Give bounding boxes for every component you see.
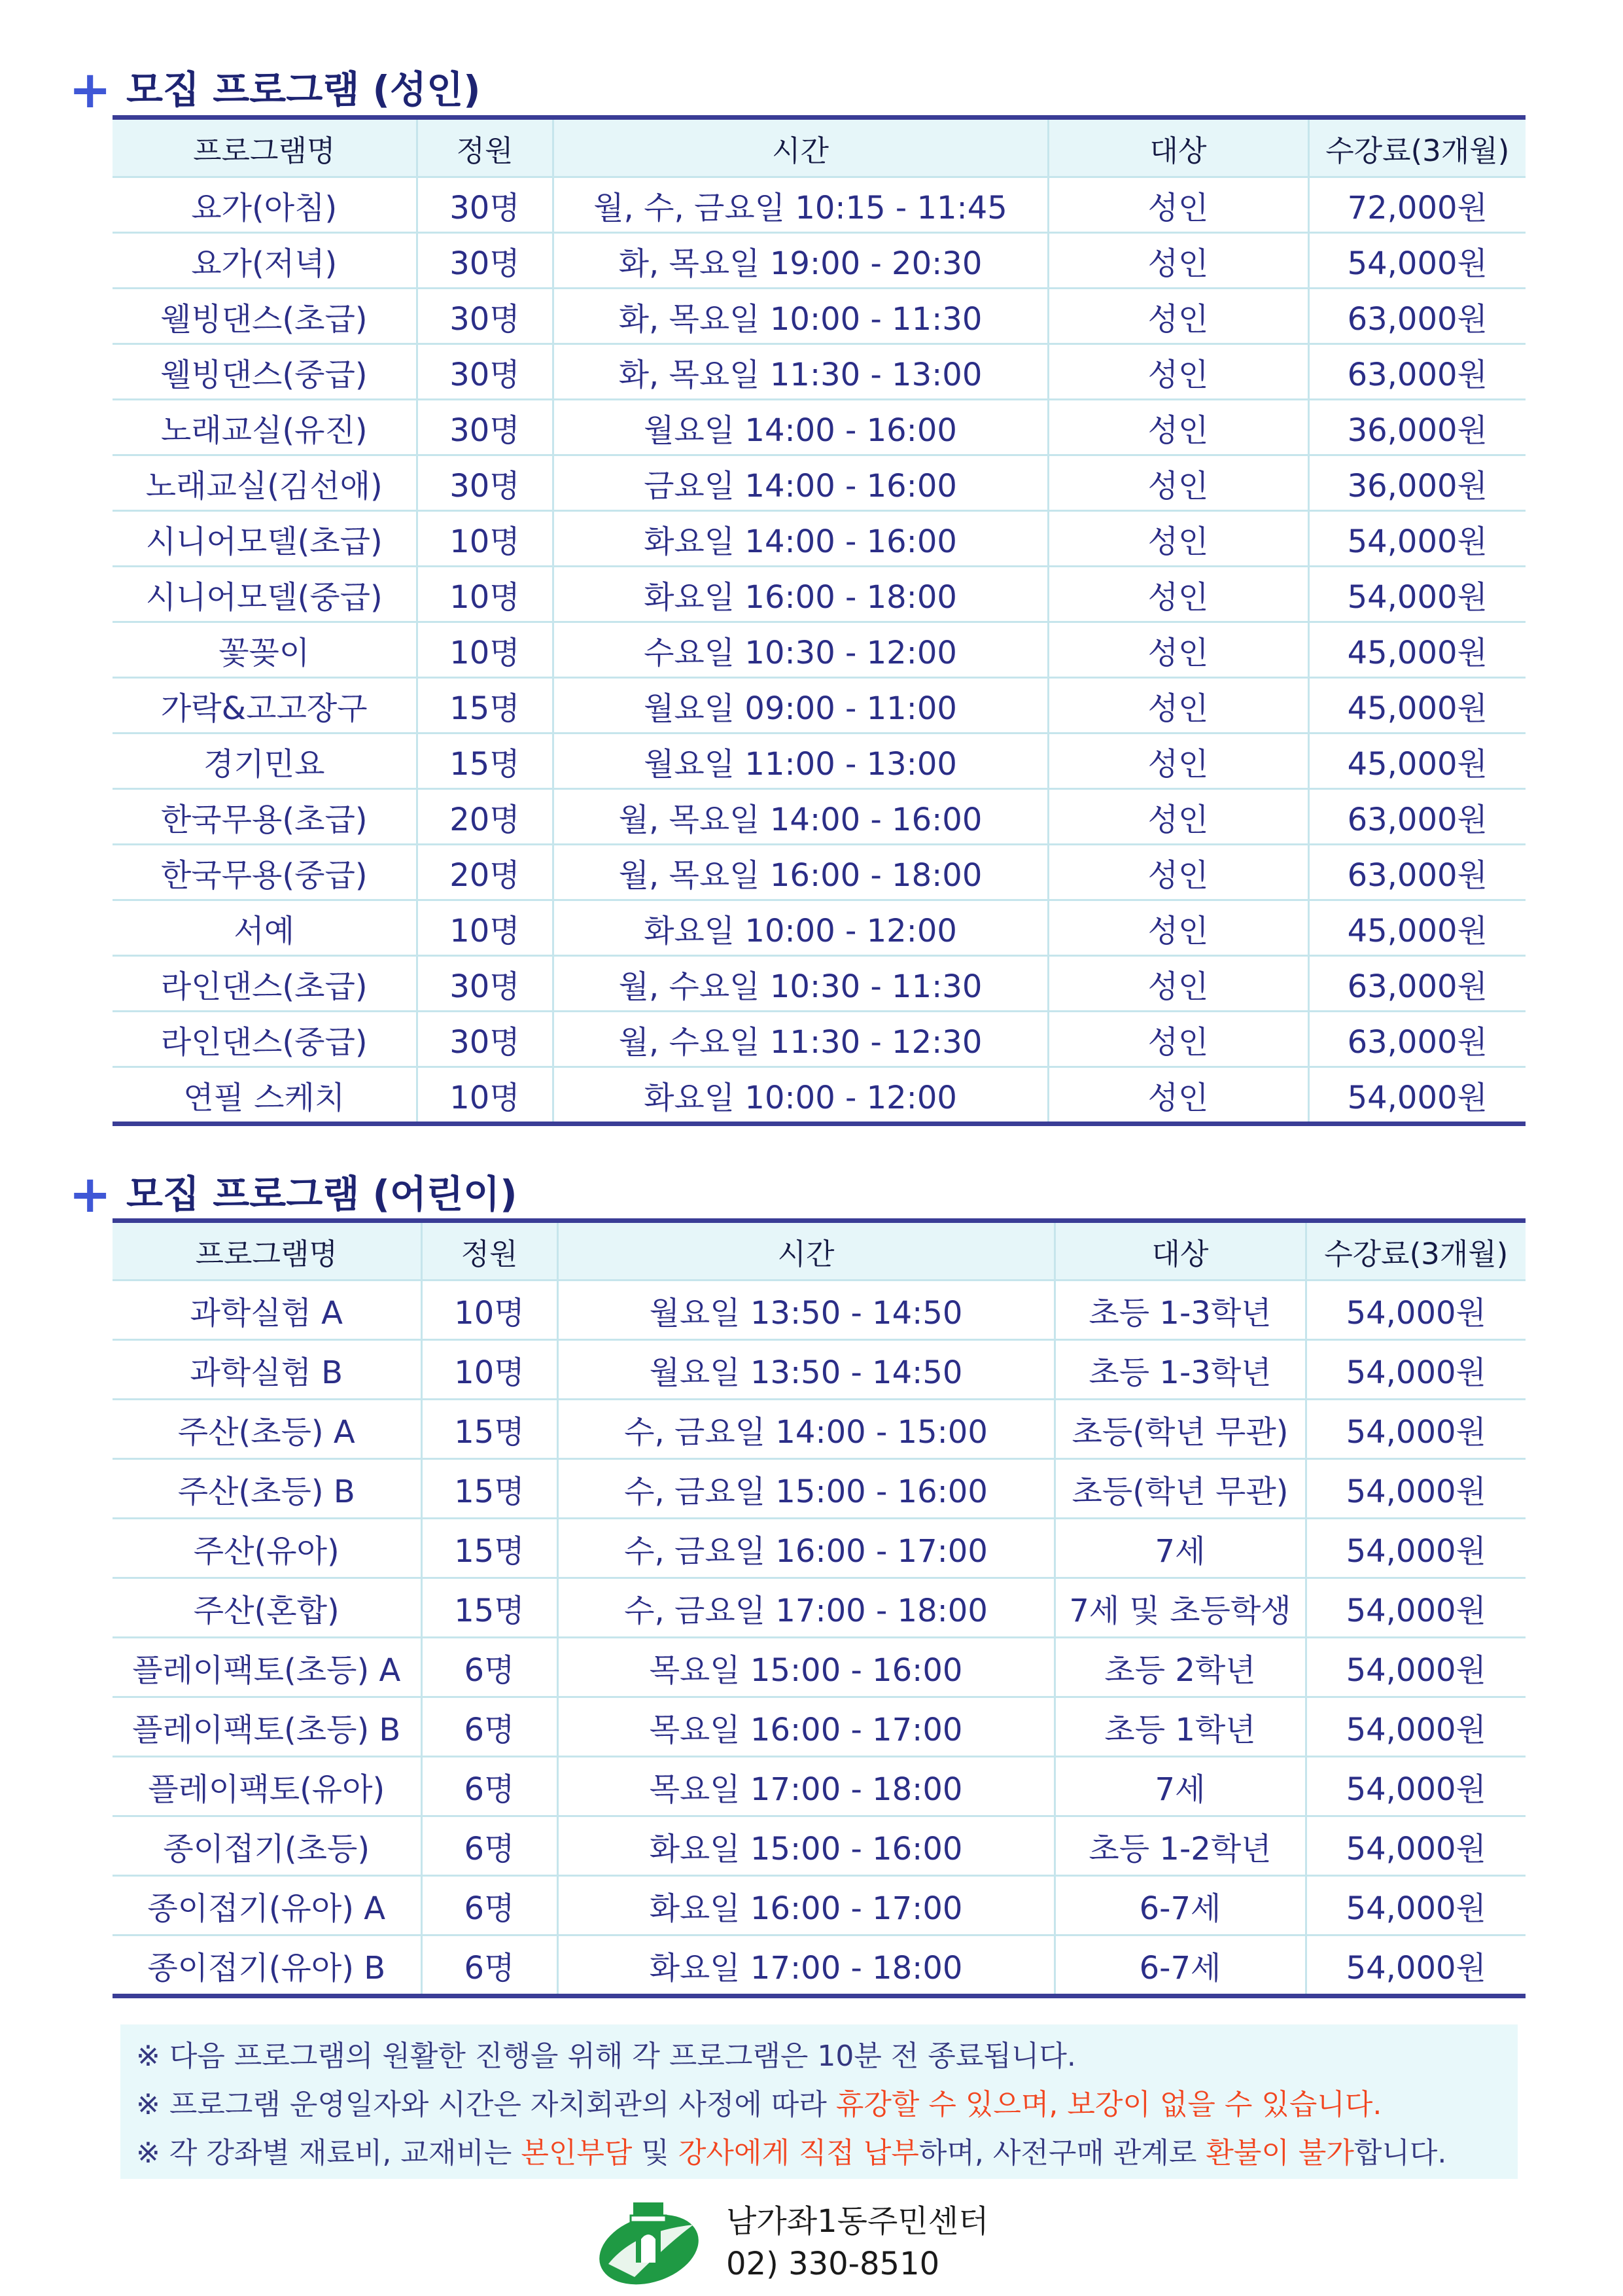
target-cell: 성인 — [1048, 567, 1308, 622]
capacity-cell: 6명 — [421, 1757, 557, 1816]
program-name-cell: 라인댄스(초급) — [113, 956, 417, 1012]
time-cell: 수, 금요일 16:00 - 17:00 — [557, 1519, 1055, 1578]
capacity-cell: 30명 — [417, 455, 553, 511]
capacity-cell: 15명 — [421, 1519, 557, 1578]
program-name-cell: 라인댄스(중급) — [113, 1012, 417, 1067]
table-row — [113, 567, 1526, 622]
table-row — [113, 1280, 1526, 1340]
capacity-cell: 6명 — [421, 1697, 557, 1757]
target-cell: 성인 — [1048, 455, 1308, 511]
table-row — [113, 956, 1526, 1012]
program-name-cell: 플레이팩토(초등) A — [113, 1638, 421, 1697]
time-cell: 월요일 09:00 - 11:00 — [553, 678, 1048, 733]
capacity-cell: 10명 — [417, 622, 553, 678]
program-name-cell: 노래교실(김선애) — [113, 455, 417, 511]
table-row — [113, 1340, 1526, 1400]
capacity-cell: 30명 — [417, 344, 553, 400]
target-cell: 성인 — [1048, 177, 1308, 233]
fee-cell: 54,000원 — [1306, 1578, 1526, 1638]
target-cell: 성인 — [1048, 956, 1308, 1012]
target-cell: 초등 2학년 — [1055, 1638, 1306, 1697]
program-name-cell: 요가(저녁) — [113, 233, 417, 289]
time-cell: 화, 목요일 19:00 - 20:30 — [553, 233, 1048, 289]
table-row — [113, 1012, 1526, 1067]
time-cell: 화요일 14:00 - 16:00 — [553, 511, 1048, 567]
capacity-cell: 30명 — [417, 1012, 553, 1067]
time-cell: 화, 목요일 10:00 - 11:30 — [553, 289, 1048, 344]
program-name-cell: 종이접기(유아) A — [113, 1876, 421, 1935]
time-cell: 수, 금요일 17:00 - 18:00 — [557, 1578, 1055, 1638]
program-name-cell: 시니어모델(초급) — [113, 511, 417, 567]
adult-section-title: 모집 프로그램 (성인) — [126, 67, 481, 112]
time-cell: 수, 금요일 15:00 - 16:00 — [557, 1459, 1055, 1519]
target-cell: 성인 — [1048, 733, 1308, 789]
time-cell: 월, 수요일 11:30 - 12:30 — [553, 1012, 1048, 1067]
program-name-cell: 한국무용(초급) — [113, 789, 417, 845]
program-name-cell: 주산(초등) A — [113, 1400, 421, 1459]
target-cell: 성인 — [1048, 845, 1308, 900]
time-cell: 화요일 16:00 - 18:00 — [553, 567, 1048, 622]
target-cell: 성인 — [1048, 678, 1308, 733]
table-row — [113, 233, 1526, 289]
fee-cell: 54,000원 — [1306, 1638, 1526, 1697]
header-fee: 수강료(3개월) — [1308, 118, 1526, 177]
capacity-cell: 15명 — [417, 733, 553, 789]
program-name-cell: 플레이팩토(초등) B — [113, 1697, 421, 1757]
header-fee: 수강료(3개월) — [1306, 1221, 1526, 1280]
table-row — [113, 1816, 1526, 1876]
footer — [595, 2192, 1053, 2290]
header-time: 시간 — [553, 118, 1048, 177]
time-cell: 수, 금요일 14:00 - 15:00 — [557, 1400, 1055, 1459]
fee-cell: 54,000원 — [1308, 1067, 1526, 1124]
time-cell: 화, 목요일 11:30 - 13:00 — [553, 344, 1048, 400]
target-cell: 성인 — [1048, 1067, 1308, 1124]
program-name-cell: 주산(초등) B — [113, 1459, 421, 1519]
capacity-cell: 15명 — [421, 1400, 557, 1459]
time-cell: 월, 수요일 10:30 - 11:30 — [553, 956, 1048, 1012]
fee-cell: 54,000원 — [1306, 1876, 1526, 1935]
time-cell: 월, 목요일 16:00 - 18:00 — [553, 845, 1048, 900]
capacity-cell: 15명 — [421, 1459, 557, 1519]
time-cell: 금요일 14:00 - 16:00 — [553, 455, 1048, 511]
target-cell: 성인 — [1048, 900, 1308, 956]
time-cell: 목요일 16:00 - 17:00 — [557, 1697, 1055, 1757]
plus-icon: + — [69, 1165, 112, 1224]
fee-cell: 45,000원 — [1308, 678, 1526, 733]
program-name-cell: 서예 — [113, 900, 417, 956]
table-row — [113, 1400, 1526, 1459]
program-name-cell: 주산(혼합) — [113, 1578, 421, 1638]
program-name-cell: 과학실험 A — [113, 1280, 421, 1340]
notice-text: 및 — [632, 2136, 678, 2170]
table-header-row — [113, 1221, 1526, 1280]
time-cell: 수요일 10:30 - 12:00 — [553, 622, 1048, 678]
target-cell: 성인 — [1048, 622, 1308, 678]
header-program-name: 프로그램명 — [113, 1221, 421, 1280]
table-row — [113, 1519, 1526, 1578]
organization-name: 남가좌1동주민센터 — [726, 2203, 989, 2240]
header-capacity: 정원 — [421, 1221, 557, 1280]
time-cell: 화요일 15:00 - 16:00 — [557, 1816, 1055, 1876]
fee-cell: 54,000원 — [1306, 1697, 1526, 1757]
table-row — [113, 845, 1526, 900]
fee-cell: 54,000원 — [1306, 1935, 1526, 1996]
table-row — [113, 455, 1526, 511]
capacity-cell: 10명 — [417, 567, 553, 622]
table-row — [113, 289, 1526, 344]
fee-cell: 54,000원 — [1306, 1519, 1526, 1578]
target-cell: 성인 — [1048, 511, 1308, 567]
table-row — [113, 344, 1526, 400]
target-cell: 성인 — [1048, 233, 1308, 289]
time-cell: 월요일 13:50 - 14:50 — [557, 1340, 1055, 1400]
fee-cell: 54,000원 — [1308, 233, 1526, 289]
fee-cell: 36,000원 — [1308, 455, 1526, 511]
fee-cell: 36,000원 — [1308, 400, 1526, 455]
capacity-cell: 20명 — [417, 789, 553, 845]
capacity-cell: 30명 — [417, 400, 553, 455]
table-row — [113, 733, 1526, 789]
header-target: 대상 — [1048, 118, 1308, 177]
capacity-cell: 10명 — [421, 1340, 557, 1400]
time-cell: 월, 수, 금요일 10:15 - 11:45 — [553, 177, 1048, 233]
notice-line-3 — [136, 2129, 1518, 2178]
program-name-cell: 플레이팩토(유아) — [113, 1757, 421, 1816]
capacity-cell: 6명 — [421, 1935, 557, 1996]
table-row — [113, 789, 1526, 845]
phone-number: 02) 330-8510 — [726, 2246, 940, 2282]
children-program-table — [113, 1218, 1526, 1998]
fee-cell: 54,000원 — [1306, 1816, 1526, 1876]
capacity-cell: 15명 — [417, 678, 553, 733]
fee-cell: 54,000원 — [1308, 511, 1526, 567]
notice-line-2 — [136, 2081, 1518, 2129]
target-cell: 성인 — [1048, 400, 1308, 455]
target-cell: 초등 1-2학년 — [1055, 1816, 1306, 1876]
target-cell: 초등 1학년 — [1055, 1697, 1306, 1757]
fee-cell: 63,000원 — [1308, 789, 1526, 845]
capacity-cell: 15명 — [421, 1578, 557, 1638]
header-capacity: 정원 — [417, 118, 553, 177]
time-cell: 월, 목요일 14:00 - 16:00 — [553, 789, 1048, 845]
target-cell: 초등 1-3학년 — [1055, 1340, 1306, 1400]
table-row — [113, 900, 1526, 956]
target-cell: 초등(학년 무관) — [1055, 1459, 1306, 1519]
table-row — [113, 177, 1526, 233]
fee-cell: 72,000원 — [1308, 177, 1526, 233]
target-cell: 6-7세 — [1055, 1935, 1306, 1996]
table-row — [113, 400, 1526, 455]
program-name-cell: 꽃꽂이 — [113, 622, 417, 678]
capacity-cell: 10명 — [421, 1280, 557, 1340]
notice-text: ※ 다음 프로그램의 원활한 진행을 위해 각 프로그램은 10분 전 종료됩니다. — [136, 2040, 1076, 2073]
table-row — [113, 1697, 1526, 1757]
target-cell: 성인 — [1048, 344, 1308, 400]
program-name-cell: 요가(아침) — [113, 177, 417, 233]
notice-highlight: 본인부담 — [521, 2136, 633, 2170]
time-cell: 화요일 17:00 - 18:00 — [557, 1935, 1055, 1996]
time-cell: 화요일 10:00 - 12:00 — [553, 1067, 1048, 1124]
adult-program-table — [113, 115, 1526, 1126]
fee-cell: 54,000원 — [1306, 1280, 1526, 1340]
table-row — [113, 1638, 1526, 1697]
capacity-cell: 20명 — [417, 845, 553, 900]
table-row — [113, 1757, 1526, 1816]
capacity-cell: 30명 — [417, 233, 553, 289]
notice-highlight: 휴강할 수 있으며, 보강이 없을 수 있습니다. — [835, 2088, 1382, 2121]
capacity-cell: 30명 — [417, 289, 553, 344]
capacity-cell: 6명 — [421, 1876, 557, 1935]
table-row — [113, 1459, 1526, 1519]
capacity-cell: 10명 — [417, 1067, 553, 1124]
notice-text: ※ 각 강좌별 재료비, 교재비는 — [136, 2136, 521, 2170]
fee-cell: 63,000원 — [1308, 289, 1526, 344]
program-name-cell: 종이접기(유아) B — [113, 1935, 421, 1996]
table-row — [113, 1067, 1526, 1124]
time-cell: 목요일 17:00 - 18:00 — [557, 1757, 1055, 1816]
notice-highlight: 강사에게 직접 납부 — [678, 2136, 919, 2170]
time-cell: 월요일 14:00 - 16:00 — [553, 400, 1048, 455]
fee-cell: 54,000원 — [1306, 1459, 1526, 1519]
notice-highlight: 환불이 불가 — [1206, 2136, 1354, 2170]
program-name-cell: 시니어모델(중급) — [113, 567, 417, 622]
capacity-cell: 6명 — [421, 1638, 557, 1697]
table-row — [113, 622, 1526, 678]
target-cell: 6-7세 — [1055, 1876, 1306, 1935]
notice-text: 하며, 사전구매 관계로 — [918, 2136, 1206, 2170]
program-name-cell: 주산(유아) — [113, 1519, 421, 1578]
target-cell: 성인 — [1048, 789, 1308, 845]
target-cell: 성인 — [1048, 1012, 1308, 1067]
fee-cell: 54,000원 — [1306, 1400, 1526, 1459]
table-row — [113, 511, 1526, 567]
program-name-cell: 한국무용(중급) — [113, 845, 417, 900]
time-cell: 월요일 13:50 - 14:50 — [557, 1280, 1055, 1340]
fee-cell: 63,000원 — [1308, 956, 1526, 1012]
time-cell: 화요일 10:00 - 12:00 — [553, 900, 1048, 956]
target-cell: 7세 및 초등학생 — [1055, 1578, 1306, 1638]
target-cell: 초등(학년 무관) — [1055, 1400, 1306, 1459]
program-name-cell: 경기민요 — [113, 733, 417, 789]
capacity-cell: 30명 — [417, 177, 553, 233]
capacity-cell: 10명 — [417, 511, 553, 567]
notice-line-1 — [136, 2032, 1518, 2081]
program-name-cell: 웰빙댄스(중급) — [113, 344, 417, 400]
target-cell: 성인 — [1048, 289, 1308, 344]
fee-cell: 63,000원 — [1308, 845, 1526, 900]
fee-cell: 45,000원 — [1308, 622, 1526, 678]
children-section-heading — [69, 1158, 517, 1224]
capacity-cell: 10명 — [417, 900, 553, 956]
community-center-logo-icon — [595, 2192, 703, 2290]
fee-cell: 45,000원 — [1308, 900, 1526, 956]
fee-cell: 63,000원 — [1308, 1012, 1526, 1067]
table-row — [113, 678, 1526, 733]
table-row — [113, 1578, 1526, 1638]
header-time: 시간 — [557, 1221, 1055, 1280]
capacity-cell: 6명 — [421, 1816, 557, 1876]
fee-cell: 54,000원 — [1306, 1340, 1526, 1400]
notice-box — [120, 2024, 1518, 2179]
header-target: 대상 — [1055, 1221, 1306, 1280]
target-cell: 7세 — [1055, 1519, 1306, 1578]
target-cell: 7세 — [1055, 1757, 1306, 1816]
plus-icon: + — [69, 61, 112, 120]
target-cell: 초등 1-3학년 — [1055, 1280, 1306, 1340]
fee-cell: 63,000원 — [1308, 344, 1526, 400]
notice-text: 합니다. — [1353, 2136, 1447, 2170]
fee-cell: 45,000원 — [1308, 733, 1526, 789]
fee-cell: 54,000원 — [1306, 1757, 1526, 1816]
program-name-cell: 웰빙댄스(초급) — [113, 289, 417, 344]
program-name-cell: 노래교실(유진) — [113, 400, 417, 455]
time-cell: 목요일 15:00 - 16:00 — [557, 1638, 1055, 1697]
table-row — [113, 1935, 1526, 1996]
header-program-name: 프로그램명 — [113, 118, 417, 177]
fee-cell: 54,000원 — [1308, 567, 1526, 622]
capacity-cell: 30명 — [417, 956, 553, 1012]
program-name-cell: 연필 스케치 — [113, 1067, 417, 1124]
time-cell: 화요일 16:00 - 17:00 — [557, 1876, 1055, 1935]
time-cell: 월요일 11:00 - 13:00 — [553, 733, 1048, 789]
children-section-title: 모집 프로그램 (어린이) — [126, 1172, 517, 1216]
adult-section-heading — [69, 54, 481, 119]
table-header-row — [113, 118, 1526, 177]
program-name-cell: 종이접기(초등) — [113, 1816, 421, 1876]
program-name-cell: 과학실험 B — [113, 1340, 421, 1400]
program-name-cell: 가락&고고장구 — [113, 678, 417, 733]
table-row — [113, 1876, 1526, 1935]
notice-text: ※ 프로그램 운영일자와 시간은 자치회관의 사정에 따라 — [136, 2088, 836, 2121]
